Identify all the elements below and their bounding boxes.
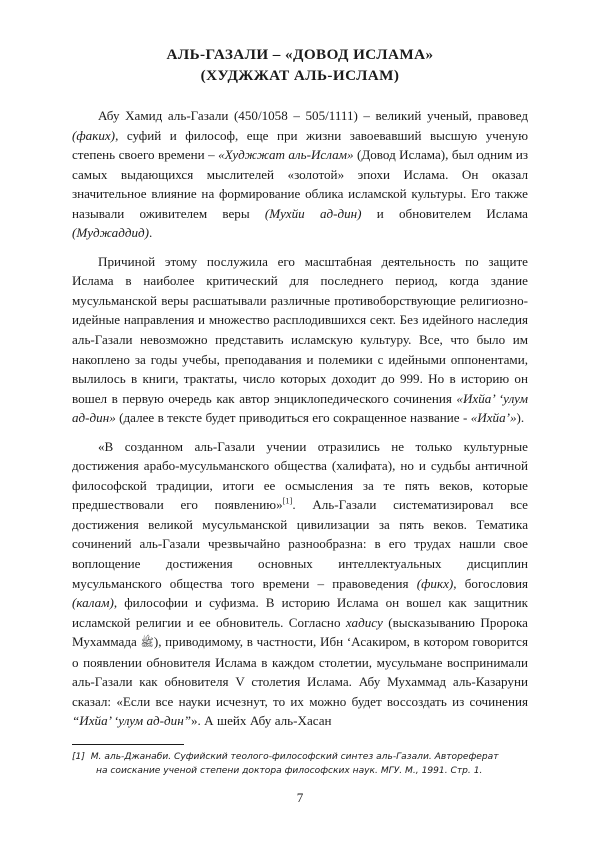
p3-seg11-italic: “Ихйа’ ‘улум ад-дин”: [72, 713, 191, 729]
p3-seg3-italic: (фикх): [416, 575, 454, 591]
p3-seg2: . Аль-Газали систематизировал все достижения великой мусульманской цивилизации за пять веков. Тематика сочинений аль-Газали чрезвычайно разнообразна: в его трудах нашли свое воплощение достижения основных интеллектуальных дисциплин мусульманского общества того времени – правоведения: [72, 497, 528, 591]
footnote-area: [72, 744, 528, 779]
page-content: [72, 44, 528, 731]
p3-seg5-italic: (калам): [72, 595, 114, 611]
footnote-1: [72, 750, 528, 779]
page-number: 7: [296, 790, 304, 805]
p2-seg2-italic: «Ихйа’ ‘улум ад-дин»: [72, 390, 528, 426]
p3-seg6: , философии и суфизма. В историю Ислама он вошел как защитник исламской религии и ее обновитель. Согласно: [72, 595, 528, 630]
footnote-line-1: М. аль-Джанаби. Суфийский теолого-философский синтез аль-Газали. Автореферат: [90, 752, 499, 762]
paragraph-2: [72, 252, 528, 428]
p1-seg7: и обновителем Ислама: [361, 205, 528, 221]
p1-seg5: (Довод Ислама), был одним из самых выдающихся мыслителей «золотой» эпохи Ислама. Он оказал значительное влияние на формирование облика исламской культуры. Его также называли оживителем веры: [72, 147, 529, 221]
p1-seg4-italic: «Худжжат аль-Ислам»: [218, 147, 354, 163]
p2-seg4-italic: «Ихйа’»: [470, 410, 517, 426]
p1-seg1: Абу Хамид аль-Газали (450/1058 – 505/1111) – великий ученый, правовед: [98, 108, 528, 123]
p3-seg1: «В созданном аль-Газали учении отразились не только культурные достижения арабо-мусульманского общества (халифата), но и судьбы античной философской традиции, итоги ее осмысления за те пять веков, которые предшествовали его появлению»: [72, 438, 528, 513]
p1-seg8-italic: (Муджаддид): [72, 225, 149, 241]
footnote-reference-1[interactable]: [1]: [282, 497, 293, 507]
p3-seg8: (высказыванию Пророка Мухаммада: [72, 614, 528, 650]
p2-seg3: (далее в тексте будет приводиться его сокращенное название -: [115, 410, 471, 426]
paragraph-1: [72, 106, 528, 243]
sallallahu-alayhi-wasallam-glyph: ﷺ: [140, 636, 154, 650]
p1-seg9: .: [149, 225, 153, 241]
title-line-1: АЛЬ-ГАЗАЛИ – «ДОВОД ИСЛАМА»: [166, 46, 434, 63]
p1-seg2-italic: (факих): [72, 127, 116, 143]
footnote-line-2: на соискание ученой степени доктора философских наук. МГУ. М., 1991. Стр. 1.: [96, 766, 483, 777]
p3-seg4: , богословия: [453, 575, 528, 591]
p2-seg5: ).: [516, 410, 525, 426]
p1-seg6-italic: (Мухйи ад-дин): [264, 205, 362, 221]
page-title: [72, 44, 528, 86]
p3-seg10: ), приводимому, в частности, Ибн ‘Асакиром, в котором говорится о появлении обновителя Ислама в каждом столетии, мусульмане воспринимали аль-Газали как обновителя V столетия Ислама. Абу Мухаммад аль-Казаруни сказал: «Если все науки исчезнут, то их можно будет воссоздать из сочинения: [72, 634, 528, 709]
footnote-separator-rule: [72, 744, 184, 745]
p2-seg1: Причиной этому послужила его масштабная деятельность по защите Ислама в наиболее критический для последнего период, когда здание мусульманской веры расшатывали различные противоборствующие религиозно-идейные направления и множество расплодившихся сект. Без идейного наследия аль-Газали невозможно представить исламскую культуру. Все, что было им накоплено за годы учебы, преподавания и полемики с идейными оппонентами, вылилось в книги, трактаты, число которых доходит до 999. Но в историю он вошел в первую очередь как автор энциклопедического сочинения: [72, 253, 528, 406]
paragraph-3: [72, 437, 528, 731]
p1-seg3: , суфий и философ, еще при жизни завоевавший высшую ученую степень своего времени –: [72, 127, 528, 163]
p3-seg12: ». А шейх Абу аль-Хасан: [190, 713, 332, 729]
title-line-2: (ХУДЖЖАТ АЛЬ-ИСЛАМ): [200, 67, 400, 84]
footnote-marker: [1]: [72, 752, 85, 762]
p3-seg7-italic: хадису: [345, 614, 383, 630]
